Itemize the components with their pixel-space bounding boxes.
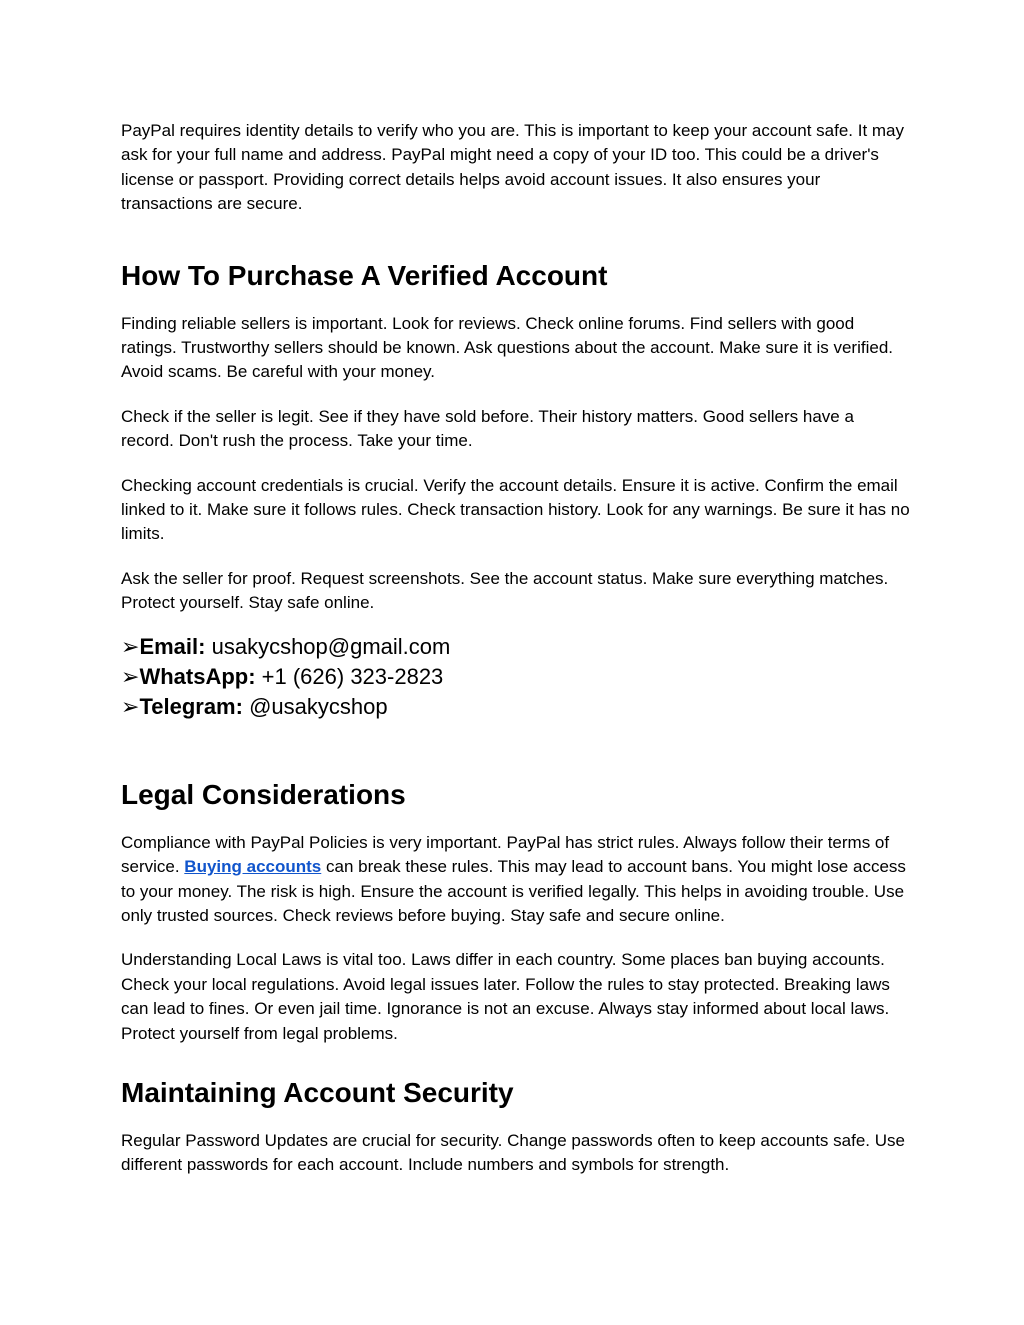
email-value[interactable]: usakycshop@gmail.com [211, 633, 451, 659]
contact-telegram [121, 692, 911, 722]
legal-paragraph-1-end: can break these rules. This may lead to account bans. You might lose access to your money. The risk is high. Ensure the account is verified legally. This helps in avoiding trouble. Use only trusted sources. Check reviews before buying. Stay safe and secure online. [121, 857, 906, 925]
whatsapp-label: WhatsApp: [139, 663, 256, 689]
purchase-paragraph-3: Checking account credentials is crucial. Verify the account details. Ensure it is active. Confirm the email linked to it. Make sure it follows rules. Check transaction history. Look for any warnings. Be sure it has no limits. [121, 475, 910, 544]
purchase-paragraph-2: Check if the seller is legit. See if they have sold before. Their history matters. Good sellers have a record. Don't rush the process. Take your time. [121, 406, 854, 451]
contact-whatsapp [121, 662, 911, 692]
section-heading-security: Maintaining Account Security [121, 1076, 514, 1108]
email-label: Email: [139, 633, 206, 659]
whatsapp-value[interactable]: +1 (626) 323-2823 [261, 663, 444, 689]
section-heading-legal: Legal Considerations [121, 778, 406, 810]
section-heading-purchase: How To Purchase A Verified Account [121, 259, 608, 291]
arrow-bullet-icon: ➢ [121, 663, 140, 689]
buying-accounts-link[interactable]: Buying accounts [184, 857, 322, 877]
arrow-bullet-icon: ➢ [121, 633, 140, 659]
contact-list [121, 632, 911, 722]
legal-paragraph-2: Understanding Local Laws is vital too. Laws differ in each country. Some places ban buying accounts. Check your local regulations. Avoid legal issues later. Follow the rules to stay protected. Breaking laws can lead to fines. Or even jail time. Ignorance is not an excuse. Always stay informed about local laws. Protect yourself from legal problems. [121, 950, 890, 1043]
purchase-paragraph-4: Ask the seller for proof. Request screenshots. See the account status. Make sure everything matches. Protect yourself. Stay safe online. [121, 568, 889, 613]
security-paragraph-1: Regular Password Updates are crucial for security. Change passwords often to keep accounts safe. Use different passwords for each account. Include numbers and symbols for strength. [121, 1130, 905, 1175]
purchase-paragraph-1: Finding reliable sellers is important. Look for reviews. Check online forums. Find sellers with good ratings. Trustworthy sellers should be known. Ask questions about the account. Make sure it is verified. Avoid scams. Be careful with your money. [121, 313, 893, 382]
legal-paragraph-1-start: Compliance with PayPal Policies is very important. PayPal has strict rules. Always follow their terms of service. [121, 832, 890, 877]
telegram-label: Telegram: [139, 693, 243, 719]
intro-paragraph: PayPal requires identity details to verify who you are. This is important to keep your account safe. It may ask for your full name and address. PayPal might need a copy of your ID too. This could be a driver's license or passport. Providing correct details helps avoid account issues. It also ensures your transactions are secure. [121, 121, 905, 214]
arrow-bullet-icon: ➢ [121, 693, 140, 719]
contact-email [121, 632, 911, 662]
document-page [121, 119, 911, 1178]
legal-paragraph-1 [121, 831, 911, 929]
telegram-value[interactable]: @usakycshop [249, 693, 388, 719]
